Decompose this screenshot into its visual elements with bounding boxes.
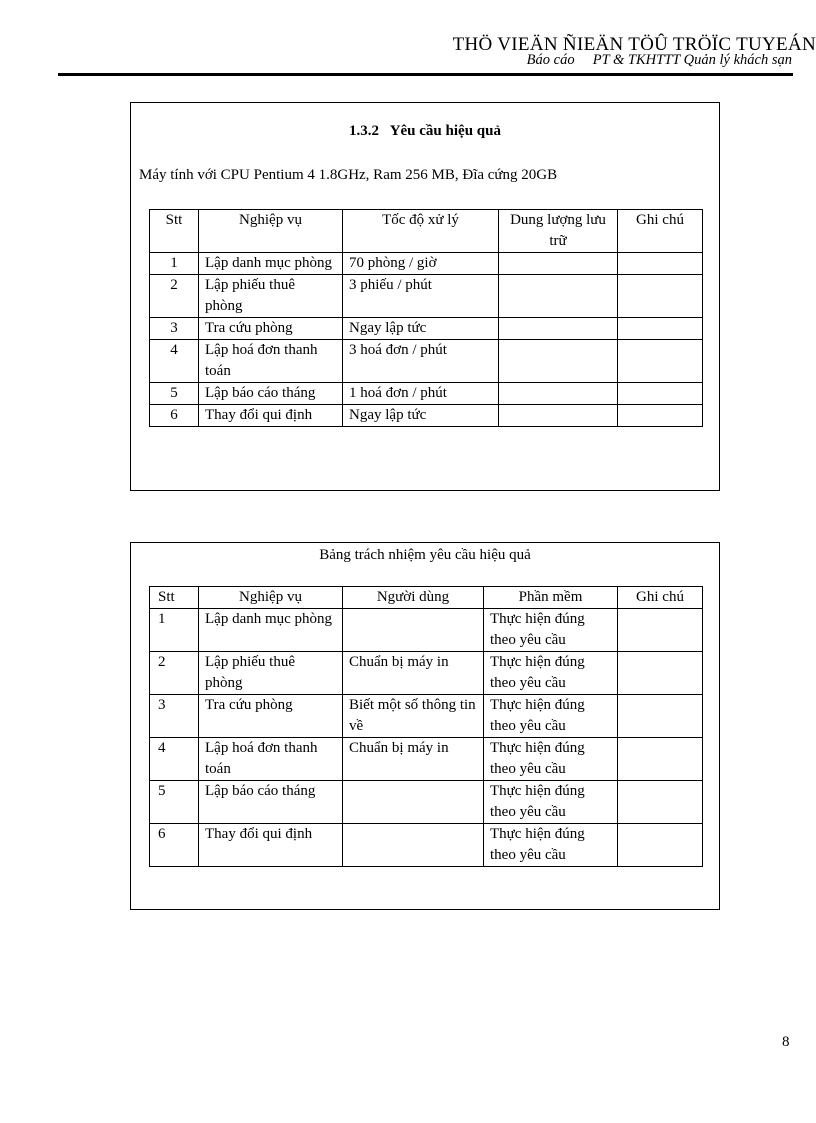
col-header-task: Nghiệp vụ [199,587,343,609]
cell-storage [499,383,618,405]
responsibility-table [149,586,703,867]
col-header-storage: Dung lượng lưu trữ [499,210,618,253]
hardware-spec: Máy tính với CPU Pentium 4 1.8GHz, Ram 256 MB, Đĩa cứng 20GB [139,167,558,183]
table-row [150,824,703,867]
table-row [150,383,703,405]
table-row [150,738,703,781]
cell-stt: 2 [150,275,199,318]
cell-note [618,340,703,383]
cell-user: Chuẩn bị máy in [343,652,484,695]
cell-user [343,609,484,652]
cell-task: Lập danh mục phòng [199,609,343,652]
cell-stt: 3 [150,318,199,340]
col-header-task: Nghiệp vụ [199,210,343,253]
table-row [150,318,703,340]
cell-speed: 70 phòng / giờ [343,253,499,275]
cell-stt: 5 [150,383,199,405]
cell-note [618,405,703,427]
cell-task: Lập danh mục phòng [199,253,343,275]
page-number: 8 [782,1034,790,1050]
cell-note [618,824,703,867]
table-row [150,652,703,695]
cell-note [618,609,703,652]
cell-storage [499,318,618,340]
table-row [150,781,703,824]
cell-stt: 5 [150,781,199,824]
section-heading: 1.3.2 Yêu cầu hiệu quả [349,123,501,139]
col-header-user: Người dùng [343,587,484,609]
cell-note [618,275,703,318]
cell-user [343,824,484,867]
table-row [150,405,703,427]
cell-note [618,695,703,738]
table-row [150,695,703,738]
cell-stt: 4 [150,340,199,383]
col-header-stt: Stt [150,587,199,609]
col-header-note: Ghi chú [618,587,703,609]
cell-software: Thực hiện đúng theo yêu cầu [484,609,618,652]
cell-software: Thực hiện đúng theo yêu cầu [484,824,618,867]
cell-speed: 3 phiếu / phút [343,275,499,318]
cell-note [618,781,703,824]
cell-software: Thực hiện đúng theo yêu cầu [484,738,618,781]
table-row [150,253,703,275]
cell-speed: Ngay lập tức [343,318,499,340]
col-header-speed: Tốc độ xử lý [343,210,499,253]
cell-task: Tra cứu phòng [199,318,343,340]
cell-note [618,318,703,340]
cell-storage [499,405,618,427]
table-header-row [150,210,703,253]
cell-note [618,253,703,275]
cell-stt: 1 [150,253,199,275]
running-header-subtitle: Báo cáo PT & TKHTTT Quản lý khách sạn [526,52,792,68]
table-row [150,275,703,318]
cell-storage [499,340,618,383]
cell-task: Thay đổi qui định [199,405,343,427]
cell-stt: 6 [150,405,199,427]
cell-stt: 3 [150,695,199,738]
efficiency-table [149,209,703,427]
cell-task: Lập báo cáo tháng [199,781,343,824]
cell-speed: 3 hoá đơn / phút [343,340,499,383]
cell-user: Biết một số thông tin về [343,695,484,738]
cell-storage [499,253,618,275]
cell-task: Lập hoá đơn thanh toán [199,340,343,383]
cell-task: Lập phiếu thuê phòng [199,652,343,695]
cell-software: Thực hiện đúng theo yêu cầu [484,695,618,738]
cell-stt: 4 [150,738,199,781]
table-row [150,340,703,383]
table-caption: Bảng trách nhiệm yêu cầu hiệu quả [319,547,531,563]
header-rule [58,73,793,76]
running-header-title: THÖ VIEÄN ÑIEÄN TÖÛ TRÖÏC TUYEÁN [452,34,816,55]
cell-note [618,652,703,695]
col-header-note: Ghi chú [618,210,703,253]
cell-software: Thực hiện đúng theo yêu cầu [484,781,618,824]
cell-storage [499,275,618,318]
cell-task: Thay đổi qui định [199,824,343,867]
cell-user: Chuẩn bị máy in [343,738,484,781]
cell-task: Lập phiếu thuê phòng [199,275,343,318]
cell-stt: 2 [150,652,199,695]
table-row [150,609,703,652]
cell-stt: 6 [150,824,199,867]
cell-user [343,781,484,824]
cell-note [618,383,703,405]
cell-task: Tra cứu phòng [199,695,343,738]
col-header-stt: Stt [150,210,199,253]
table-header-row [150,587,703,609]
cell-stt: 1 [150,609,199,652]
cell-note [618,738,703,781]
col-header-software: Phần mềm [484,587,618,609]
cell-task: Lập hoá đơn thanh toán [199,738,343,781]
efficiency-requirements-box [130,102,720,491]
cell-speed: Ngay lập tức [343,405,499,427]
cell-task: Lập báo cáo tháng [199,383,343,405]
cell-software: Thực hiện đúng theo yêu cầu [484,652,618,695]
responsibility-table-box [130,542,720,910]
cell-speed: 1 hoá đơn / phút [343,383,499,405]
